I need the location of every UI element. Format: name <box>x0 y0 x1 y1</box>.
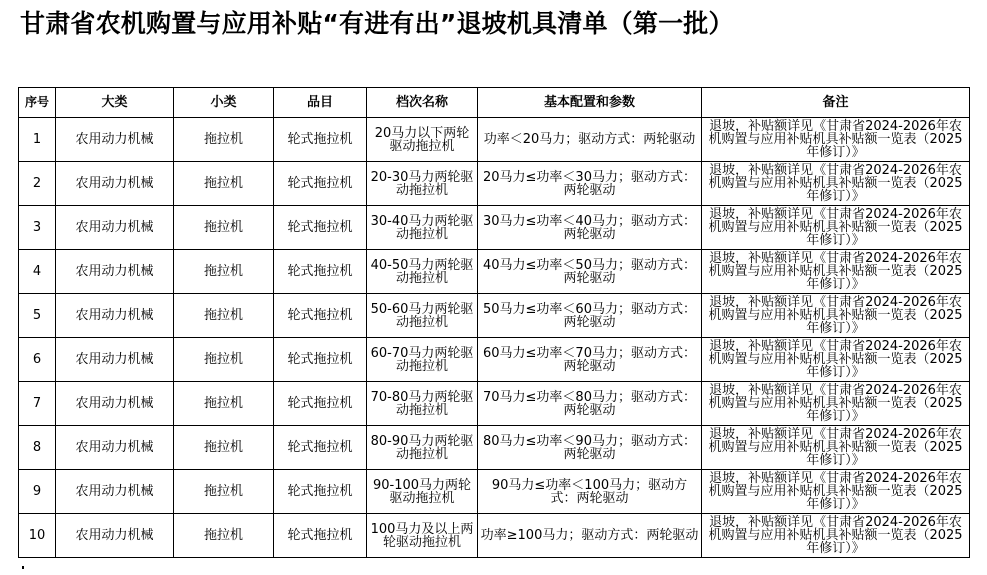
cell-seq: 2 <box>19 162 56 206</box>
cell-notes: 退坡，补贴额详见《甘肃省2024-2026年农机购置与应用补贴机具补贴额一览表（2025年修订）》 <box>702 382 970 426</box>
cell-params: 50马力≤功率＜60马力；驱动方式：两轮驱动 <box>478 294 702 338</box>
cell-item: 轮式拖拉机 <box>274 338 367 382</box>
cell-category: 农用动力机械 <box>56 162 174 206</box>
table-row <box>19 206 970 250</box>
cell-category: 农用动力机械 <box>56 206 174 250</box>
cell-tier: 40-50马力两轮驱动拖拉机 <box>367 250 478 294</box>
cell-category: 农用动力机械 <box>56 250 174 294</box>
cell-item: 轮式拖拉机 <box>274 426 367 470</box>
cell-item: 轮式拖拉机 <box>274 470 367 514</box>
cell-item: 轮式拖拉机 <box>274 206 367 250</box>
cell-params: 功率≥100马力；驱动方式：两轮驱动 <box>478 514 702 558</box>
cell-subcategory: 拖拉机 <box>174 338 274 382</box>
cell-tier: 50-60马力两轮驱动拖拉机 <box>367 294 478 338</box>
header-seq: 序号 <box>19 88 56 118</box>
cell-tier: 20-30马力两轮驱动拖拉机 <box>367 162 478 206</box>
cell-params: 40马力≤功率＜50马力；驱动方式：两轮驱动 <box>478 250 702 294</box>
cell-category: 农用动力机械 <box>56 514 174 558</box>
table-row <box>19 514 970 558</box>
cell-subcategory: 拖拉机 <box>174 162 274 206</box>
cell-item: 轮式拖拉机 <box>274 118 367 162</box>
cell-tier: 70-80马力两轮驱动拖拉机 <box>367 382 478 426</box>
table-row <box>19 162 970 206</box>
table-row <box>19 470 970 514</box>
cell-category: 农用动力机械 <box>56 470 174 514</box>
table-row <box>19 118 970 162</box>
cell-notes: 退坡，补贴额详见《甘肃省2024-2026年农机购置与应用补贴机具补贴额一览表（2025年修订）》 <box>702 162 970 206</box>
cell-params: 60马力≤功率＜70马力；驱动方式：两轮驱动 <box>478 338 702 382</box>
table-row <box>19 294 970 338</box>
equipment-list-table <box>18 87 970 558</box>
cell-subcategory: 拖拉机 <box>174 118 274 162</box>
cell-tier: 90-100马力两轮驱动拖拉机 <box>367 470 478 514</box>
cell-subcategory: 拖拉机 <box>174 206 274 250</box>
cell-seq: 4 <box>19 250 56 294</box>
cell-params: 20马力≤功率＜30马力；驱动方式：两轮驱动 <box>478 162 702 206</box>
cell-params: 90马力≤功率＜100马力；驱动方式：两轮驱动 <box>478 470 702 514</box>
cell-item: 轮式拖拉机 <box>274 250 367 294</box>
header-category: 大类 <box>56 88 174 118</box>
cell-subcategory: 拖拉机 <box>174 382 274 426</box>
cell-notes: 退坡，补贴额详见《甘肃省2024-2026年农机购置与应用补贴机具补贴额一览表（2025年修订）》 <box>702 250 970 294</box>
cell-category: 农用动力机械 <box>56 382 174 426</box>
cell-notes: 退坡，补贴额详见《甘肃省2024-2026年农机购置与应用补贴机具补贴额一览表（2025年修订）》 <box>702 294 970 338</box>
table-header-row <box>19 88 970 118</box>
cell-params: 80马力≤功率＜90马力；驱动方式：两轮驱动 <box>478 426 702 470</box>
cell-notes: 退坡，补贴额详见《甘肃省2024-2026年农机购置与应用补贴机具补贴额一览表（2025年修订）》 <box>702 118 970 162</box>
table-row <box>19 382 970 426</box>
cell-subcategory: 拖拉机 <box>174 294 274 338</box>
header-notes: 备注 <box>702 88 970 118</box>
cell-item: 轮式拖拉机 <box>274 162 367 206</box>
cell-seq: 5 <box>19 294 56 338</box>
cell-seq: 1 <box>19 118 56 162</box>
cell-subcategory: 拖拉机 <box>174 250 274 294</box>
cell-seq: 9 <box>19 470 56 514</box>
text-cursor-mark <box>22 566 24 569</box>
cell-subcategory: 拖拉机 <box>174 426 274 470</box>
cell-notes: 退坡，补贴额详见《甘肃省2024-2026年农机购置与应用补贴机具补贴额一览表（2025年修订）》 <box>702 470 970 514</box>
cell-category: 农用动力机械 <box>56 118 174 162</box>
table-row <box>19 338 970 382</box>
cell-notes: 退坡，补贴额详见《甘肃省2024-2026年农机购置与应用补贴机具补贴额一览表（2025年修订）》 <box>702 338 970 382</box>
cell-tier: 80-90马力两轮驱动拖拉机 <box>367 426 478 470</box>
cell-params: 功率＜20马力；驱动方式：两轮驱动 <box>478 118 702 162</box>
header-item: 品目 <box>274 88 367 118</box>
cell-seq: 3 <box>19 206 56 250</box>
cell-seq: 10 <box>19 514 56 558</box>
cell-params: 70马力≤功率＜80马力；驱动方式：两轮驱动 <box>478 382 702 426</box>
cell-params: 30马力≤功率＜40马力；驱动方式：两轮驱动 <box>478 206 702 250</box>
header-subcategory: 小类 <box>174 88 274 118</box>
document-title: 甘肃省农机购置与应用补贴“有进有出”退坡机具清单（第一批） <box>20 9 734 38</box>
header-params: 基本配置和参数 <box>478 88 702 118</box>
cell-item: 轮式拖拉机 <box>274 514 367 558</box>
cell-notes: 退坡，补贴额详见《甘肃省2024-2026年农机购置与应用补贴机具补贴额一览表（2025年修订）》 <box>702 426 970 470</box>
cell-tier: 30-40马力两轮驱动拖拉机 <box>367 206 478 250</box>
cell-tier: 20马力以下两轮驱动拖拉机 <box>367 118 478 162</box>
cell-subcategory: 拖拉机 <box>174 470 274 514</box>
cell-category: 农用动力机械 <box>56 338 174 382</box>
cell-category: 农用动力机械 <box>56 294 174 338</box>
cell-notes: 退坡，补贴额详见《甘肃省2024-2026年农机购置与应用补贴机具补贴额一览表（2025年修订）》 <box>702 514 970 558</box>
cell-category: 农用动力机械 <box>56 426 174 470</box>
cell-seq: 6 <box>19 338 56 382</box>
cell-item: 轮式拖拉机 <box>274 294 367 338</box>
cell-tier: 100马力及以上两轮驱动拖拉机 <box>367 514 478 558</box>
table-row <box>19 426 970 470</box>
cell-seq: 7 <box>19 382 56 426</box>
cell-seq: 8 <box>19 426 56 470</box>
cell-tier: 60-70马力两轮驱动拖拉机 <box>367 338 478 382</box>
cell-subcategory: 拖拉机 <box>174 514 274 558</box>
cell-item: 轮式拖拉机 <box>274 382 367 426</box>
cell-notes: 退坡，补贴额详见《甘肃省2024-2026年农机购置与应用补贴机具补贴额一览表（2025年修订）》 <box>702 206 970 250</box>
header-tier: 档次名称 <box>367 88 478 118</box>
table-row <box>19 250 970 294</box>
